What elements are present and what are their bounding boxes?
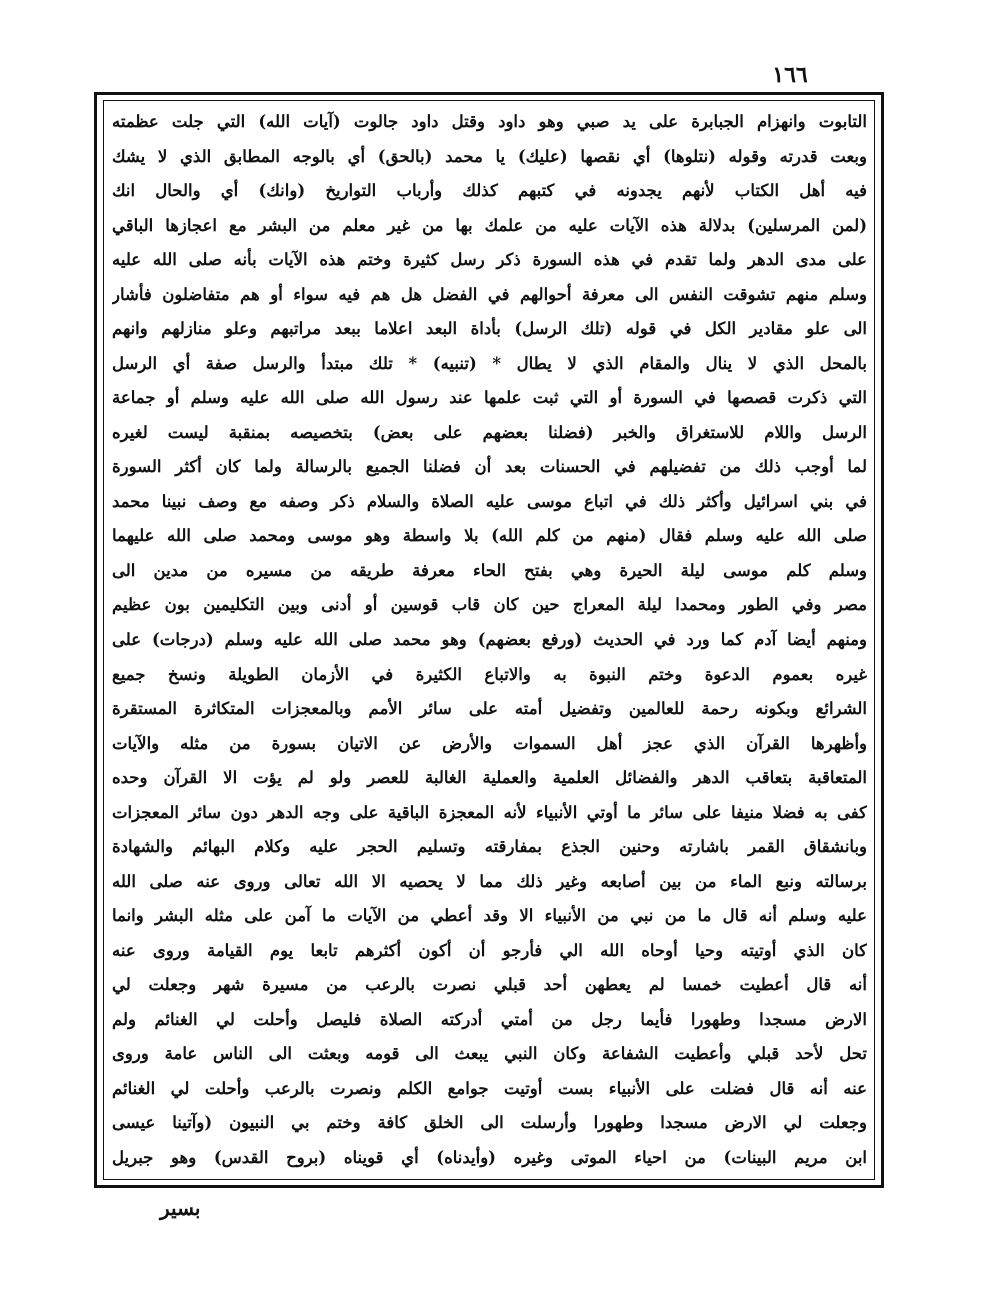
text-line: التابوت وانهزام الجبابرة على يد صبي وهو داود وقتل داود جالوت (آيات الله) التي جلت عظمته	[112, 112, 867, 131]
text-line: عليه وسلم أنه قال ما من نبي من الأنبياء الا وقد أعطي من الآيات ما آمن على مثله البشر وانما	[112, 906, 867, 926]
text-line: غيره بعموم الدعوة وختم النبوة به والاتباع الكثيرة في الأزمان الطويلة ونسخ جميع	[112, 664, 867, 684]
text-line: أنه قال أعطيت خمسا لم يعطهن أحد قبلي نصرت بالرعب من مسيرة شهر وجعلت لي	[112, 975, 867, 995]
text-line: وبانشقاق القمر باشارته وحنين الجذع بمفارقته وتسليم الحجر عليه وكلام البهائم والشهادة	[112, 837, 867, 857]
text-line: المتعاقبة بتعاقب الدهر والفضائل العلمية والعملية الغالبة للعصر ولو لم يؤت الا القرآن وحده	[112, 768, 867, 788]
text-line: الى علو مقادير الكل في قوله (تلك الرسل) بأداة البعد اعلاما ببعد مراتبهم وعلو منازلهم وانهم	[112, 319, 867, 339]
text-line: تحل لأحد قبلي وأعطيت الشفاعة وكان النبي يبعث الى قومه وبعثت الى الناس عامة وروى	[112, 1044, 867, 1064]
text-line: (لمن المرسلين) بدلالة هذه الآيات عليه من علمك بها من غير معلم من البشر مع اعجازها الباقي	[112, 215, 867, 235]
text-line: عنه أنه قال فضلت على الأنبياء بست أوتيت جوامع الكلم ونصرت بالرعب وأحلت لي الغنائم	[112, 1078, 867, 1098]
text-line: وأظهرها القرآن الذي عجز أهل السموات والأرض عن الاتيان بسورة من مثله والآيات	[112, 733, 867, 753]
text-line: الشرائع وبكونه رحمة للعالمين وتفضيل أمته على سائر الأمم وبالمعجزات المتكاثرة المستقرة	[112, 699, 867, 719]
main-text-block	[112, 110, 867, 1174]
text-line: ابن مريم البينات) من احياء الموتى وغيره (وأيدناه) أي قويناه (بروح القدس) وهو جبريل	[112, 1147, 867, 1167]
text-line: التي ذكرت قصصها في السورة أو التي ثبت علمها عند رسول الله صلى الله عليه وسلم أو جماعة	[112, 388, 867, 408]
text-line: ومنهم أيضا آدم كما ورد في الحديث (ورفع بعضهم) وهو محمد صلى الله عليه وسلم (درجات) على	[112, 629, 867, 649]
text-line: وجعلت لي الارض مسجدا وطهورا وأرسلت الى الخلق كافة وختم بي النبيون (وآتينا عيسى	[112, 1113, 867, 1133]
text-line: وسلم منهم تشوقت النفس الى معرفة أحوالهم في الفضل هل هم فيه سواء أو هم متفاضلون فأشار	[112, 284, 867, 304]
page-number: ١٦٦	[772, 62, 808, 88]
text-line: فيه أهل الكتاب لأنهم يجدونه في كتبهم كذلك وأرباب التواريخ (وانك) أي والحال انك	[112, 181, 867, 201]
text-line: الارض مسجدا وطهورا فأيما رجل من أمتي أدركته الصلاة فليصل وأحلت لي الغنائم ولم	[112, 1009, 867, 1029]
text-line: كفى به فضلا منيفا على سائر ما أوتي الأنبياء لأنه المعجزة الباقية على وجه الدهر دون سائر المعجزات	[112, 802, 867, 822]
text-line: وسلم كلم موسى ليلة الحيرة وهي بفتح الحاء معرفة طريقه من مسيره من مدين الى	[112, 560, 867, 580]
text-line: وبعت قدرته وقوله (نتلوها) أي نقصها (عليك) يا محمد (بالحق) أي بالوجه المطابق الذي لا يشك	[112, 146, 867, 166]
text-line: صلى الله عليه وسلم فقال (منهم من كلم الله) بلا واسطة وهو موسى ومحمد صلى الله عليهما	[112, 526, 867, 546]
text-line: مصر وفي الطور ومحمدا ليلة المعراج حين كان قاب قوسين أو أدنى وبين التكليمين بون عظيم	[112, 595, 867, 615]
text-line: على مدى الدهر ولما تقدم في هذه السورة ذكر رسل كثيرة وختم هذه الآيات بأنه صلى الله عليه	[112, 250, 867, 270]
text-line: الرسل واللام للاستغراق والخبر (فضلنا بعضهم على بعض) بتخصيصه بمنقبة ليست لغيره	[112, 422, 867, 442]
text-line: في بني اسرائيل وأكثر ذلك في اتباع موسى عليه الصلاة والسلام ذكر وصفه مع وصف نبينا محمد	[112, 491, 867, 511]
catchword: بسير	[160, 1196, 201, 1220]
text-line: برسالته ونبع الماء من بين أصابعه وغير ذلك مما لا يحصيه الا الله تعالى وروى عنه صلى الله	[112, 871, 867, 891]
text-line: كان الذي أوتيته وحيا أوحاه الله الي فأرجو أن أكون أكثرهم تابعا يوم القيامة وروى عنه	[112, 940, 867, 960]
text-line: بالمحل الذي لا ينال والمقام الذي لا يطال * (تنبيه) * تلك مبتدأ والرسل صفة أي الرسل	[112, 353, 867, 373]
text-line: لما أوجب ذلك من تفضيلهم في الحسنات بعد أن فضلنا الجميع بالرسالة ولما كان أكثر السورة	[112, 457, 867, 477]
